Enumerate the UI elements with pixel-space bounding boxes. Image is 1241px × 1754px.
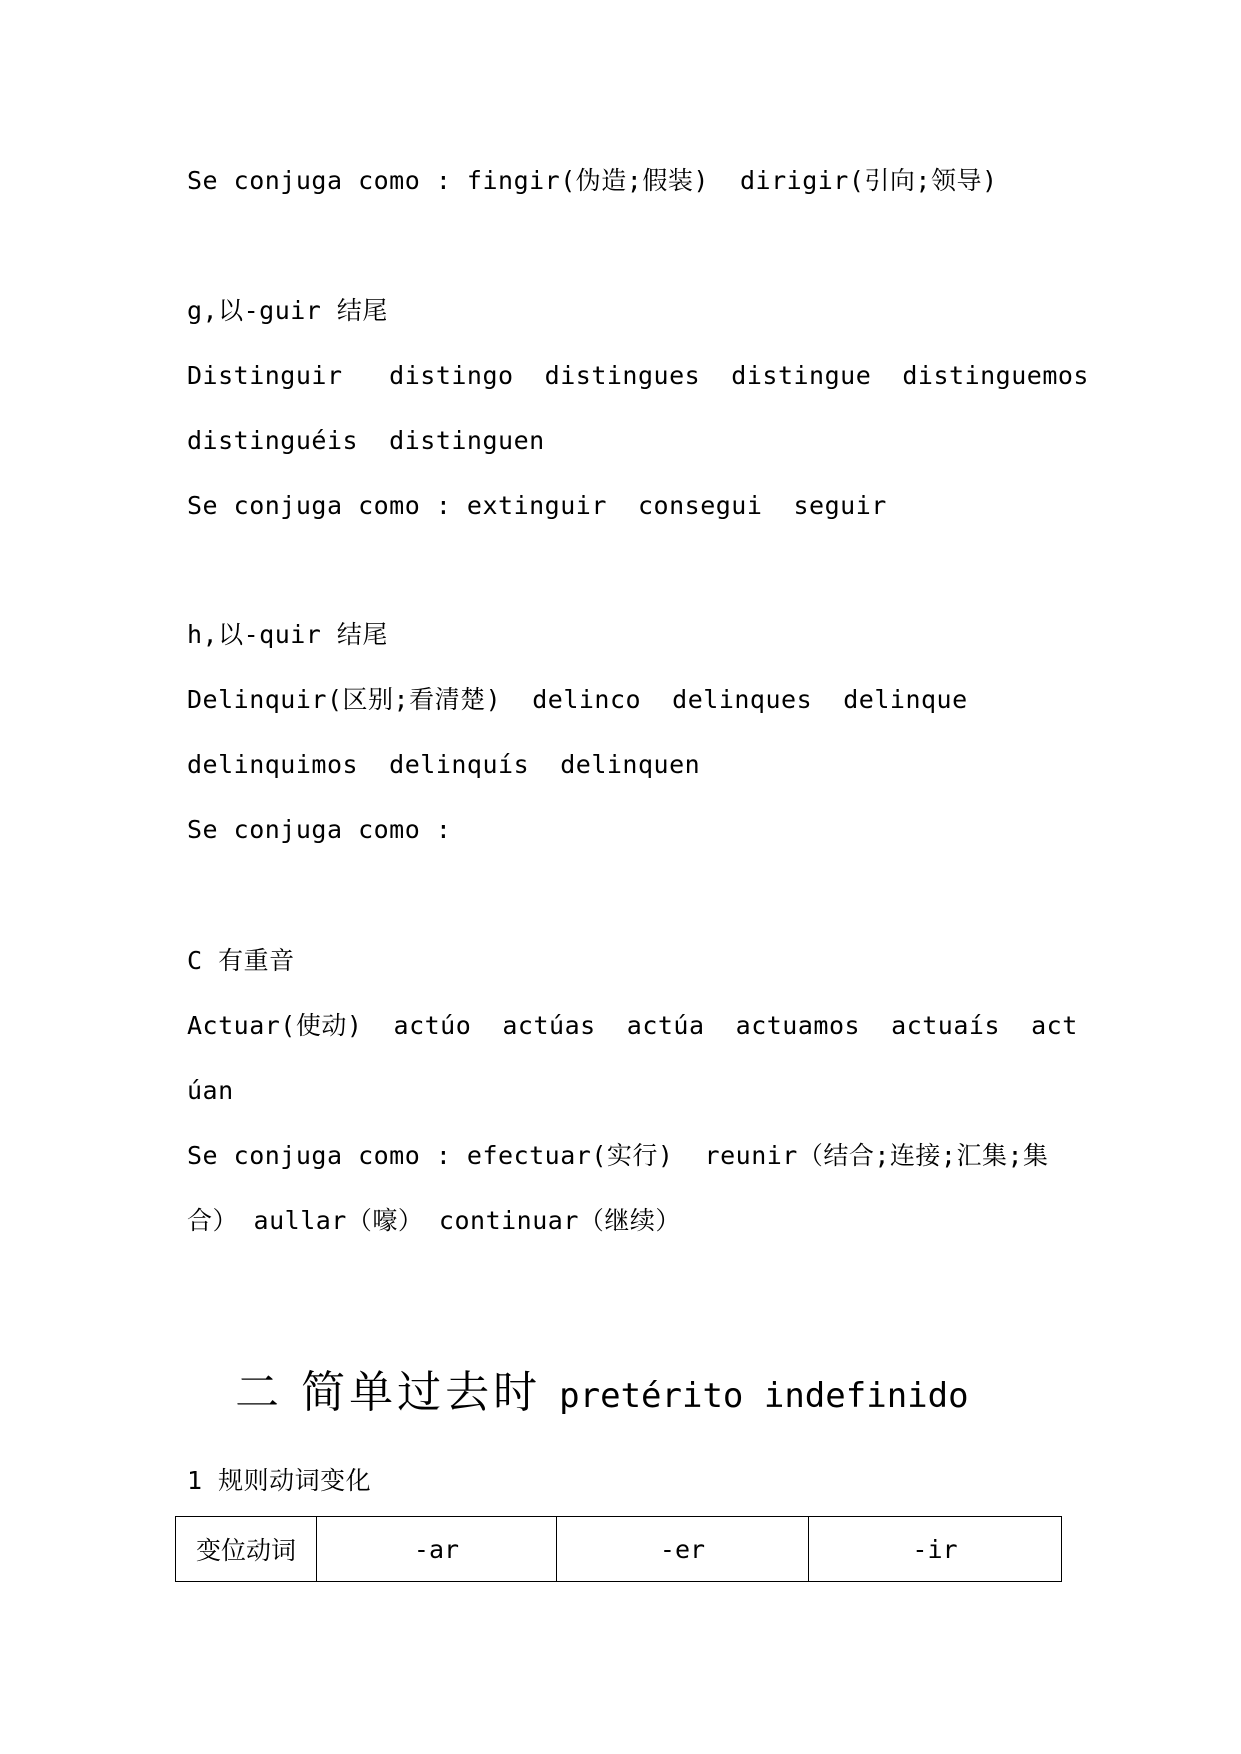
- text-line: Distinguir distingo distingues distingue distinguemos: [187, 361, 1089, 390]
- conjugation-table: [175, 1516, 1062, 1582]
- text-line: 合） aullar（嚎） continuar（继续）: [187, 1206, 681, 1235]
- text-line: Actuar(使动) actúo actúas actúa actuamos actuaís act: [187, 1011, 1078, 1040]
- table-cell-er: -er: [557, 1517, 809, 1582]
- text-line: distinguéis distinguen: [187, 426, 545, 455]
- text-line: Delinquir(区别;看清楚) delinco delinques delinque: [187, 685, 968, 714]
- table-cell-ir: -ir: [809, 1517, 1062, 1582]
- text-line: úan: [187, 1076, 234, 1105]
- text-line: Se conjuga como :: [187, 815, 452, 844]
- text-line: Se conjuga como : extinguir consegui seguir: [187, 491, 887, 520]
- subsection-title: g,以-guir 结尾: [187, 296, 388, 325]
- text-line: Se conjuga como : fingir(伪造;假装) dirigir(引向;领导): [187, 166, 998, 195]
- section-heading: [187, 1318, 969, 1421]
- subsection-title: C 有重音: [187, 946, 295, 975]
- text-line: delinquimos delinquís delinquen: [187, 750, 701, 779]
- table-row: [176, 1517, 1062, 1582]
- table-cell-ar: -ar: [317, 1517, 557, 1582]
- subsection-title: h,以-quir 结尾: [187, 620, 388, 649]
- section-heading-es: pretérito indefinido: [559, 1376, 969, 1416]
- table-cell-verb: 变位动词: [176, 1517, 317, 1582]
- text-line: Se conjuga como : efectuar(实行) reunir（结合;连接;汇集;集: [187, 1141, 1049, 1170]
- section-heading-zh: 二 简单过去时: [235, 1367, 542, 1418]
- subsection-title: 1 规则动词变化: [187, 1466, 372, 1495]
